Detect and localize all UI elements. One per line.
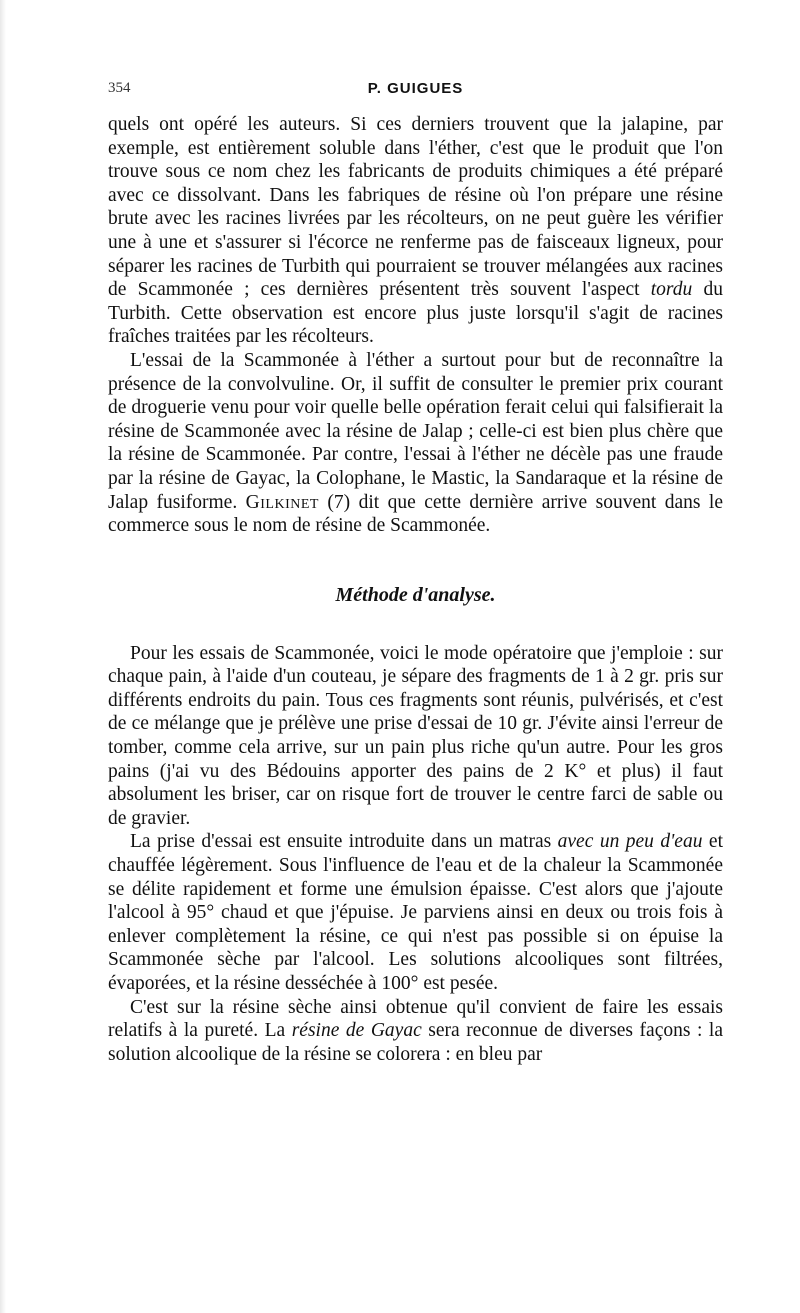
paragraph-4	[108, 830, 723, 995]
paragraph-1-italic: tordu	[650, 279, 693, 301]
header-author: P. GUIGUES	[367, 80, 464, 97]
paragraph-5-italic: résine de Gayac	[291, 1020, 422, 1042]
page-edge-shadow	[0, 0, 6, 1313]
paragraph-2	[108, 349, 723, 538]
paragraph-5-text: C'est sur la résine sèche ainsi obtenue qu'il convient de faire les essais relatifs à la pureté. La	[108, 996, 723, 1042]
section-spacer	[108, 538, 723, 583]
paragraph-3: Pour les essais de Scammonée, voici le mode opératoire que j'emploie : sur chaque pain, à l'aide d'un couteau, je sépare des fragments de 1 à 2 gr. pris sur différents endroits du pain. Tous ces fragments sont réunis, pulvérisés, et c'est de ce mélange que je prélève une prise d'essai de 10 gr. J'évite ainsi l'erreur de tomber, comme cela arrive, sur un pain plus riche qu'un autre. Pour les gros pains (j'ai vu des Bédouins apporter des pains de 2 K° et plus) il faut absolument les briser, car on risque fort de trouver le centre farci de sable ou de gravier.	[108, 642, 723, 829]
body-text	[108, 113, 723, 1066]
paragraph-5	[108, 996, 723, 1067]
section-spacer	[108, 607, 723, 642]
running-header	[108, 80, 723, 102]
paragraph-1-tail: du Turbith. Cette observation est encore plus juste lorsqu'il s'agit de racines fraîches traitées par les récolteurs.	[108, 279, 723, 348]
paragraph-4-tail: et chauffée légèrement. Sous l'influence de l'eau et de la chaleur la Scammonée se délite rapidement et forme une émulsion épaisse. C'est alors que j'ajoute l'alcool à 95° chaud et que j'épuise. Je parviens ainsi en deux ou trois fois à enlever complètement la résine, ce qui n'est pas possible si on épuise la Scammonée sèche par l'alcool. Les solutions alcooliques sont filtrées, évaporées, et la résine desséchée à 100° est pesée.	[108, 831, 723, 994]
paragraph-5-tail: sera reconnue de diverses façons : la solution alcoolique de la résine se colorera : en bleu par	[108, 1020, 724, 1065]
paragraph-1-text: quels ont opéré les auteurs. Si ces derniers trouvent que la jalapine, par exemple, est entièrement soluble dans l'éther, c'est que le produit que l'on trouve sous ce nom chez les fabricants de produits chimiques a été préparé avec ce dissolvant. Dans les fabriques de résine où l'on prépare une résine brute avec les racines livrées par les récolteurs, on ne peut guère les vérifier une à une et s'assurer si l'écorce ne renferme pas de faisceaux ligneux, pour séparer les racines de Turbith qui pourraient se trouver mélangées aux racines de Scammonée ; ces dernières présentent très souvent l'aspect	[108, 114, 723, 301]
paragraph-1	[108, 113, 723, 349]
page-number: 354	[108, 80, 131, 96]
paragraph-4-italic: avec un peu d'eau	[557, 831, 703, 853]
paragraph-2-tail: (7) dit que cette dernière arrive souvent dans le commerce sous le nom de résine de Scammonée.	[108, 491, 724, 537]
paragraph-4-text: La prise d'essai est ensuite introduite dans un matras	[130, 831, 558, 853]
section-heading: Méthode d'analyse.	[335, 583, 496, 606]
author-citation: Gilkinet	[245, 491, 319, 513]
paragraph-2-text: L'essai de la Scammonée à l'éther a surtout pour but de reconnaître la présence de la convolvuline. Or, il suffit de consulter le premier prix courant de droguerie venu pour voir quelle belle opération ferait celui qui falsifierait la résine de Scammonée avec la résine de Jalap ; celle-ci est bien plus chère que la résine de Scammonée. Par contre, l'essai à l'éther ne décèle pas une fraude par la résine de Gayac, la Colophane, le Mastic, la Sandaraque et la résine de Jalap fusiforme.	[108, 349, 723, 513]
